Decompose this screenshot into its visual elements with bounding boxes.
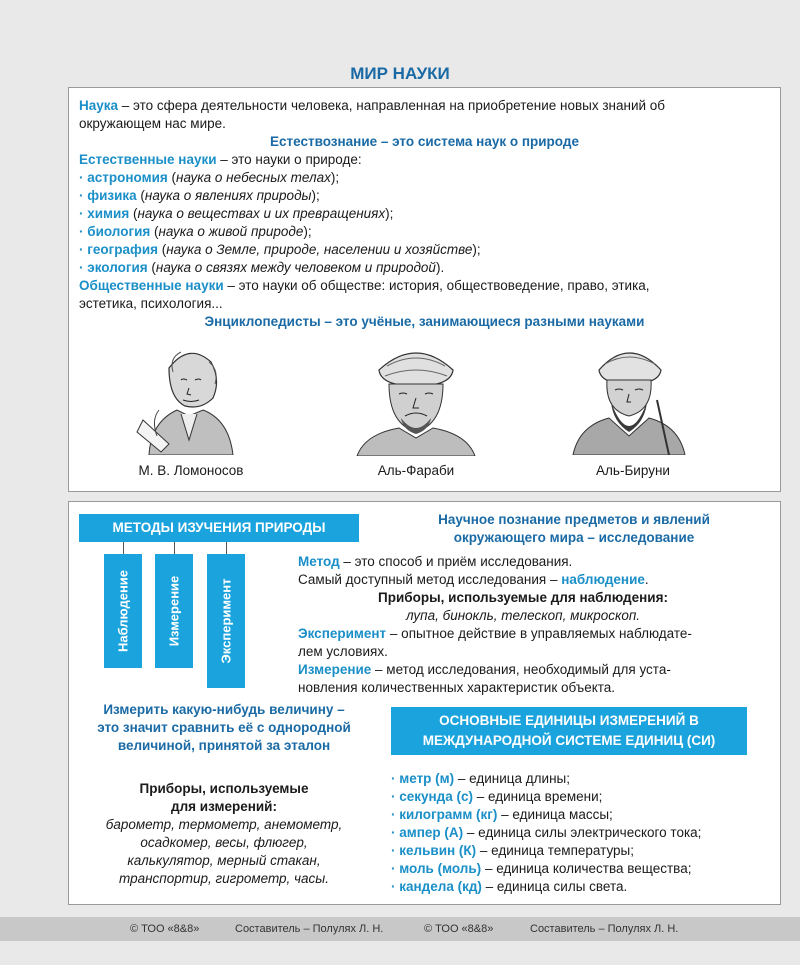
science-desc: наука о связях между человеком и природой [155, 260, 436, 275]
al-biruni-portrait [569, 340, 689, 455]
connector-line [123, 542, 124, 554]
science-name: экология [87, 260, 148, 275]
science-desc: наука о явлениях природы [144, 188, 312, 203]
science-desc: наука о веществах и их превращениях [137, 206, 386, 221]
science-definition: Наука – это сфера деятельности человека, направленная на приобретение новых знаний об [79, 98, 666, 113]
connector-line [174, 542, 175, 554]
science-item: · экология (наука о связях между человеком и природой). [79, 260, 445, 275]
si-unit-desc: – единица силы электрического тока; [463, 825, 702, 840]
measure-instruments-item: барометр, термометр, анемометр, [105, 817, 343, 832]
si-unit-desc: – единица времени; [473, 789, 603, 804]
si-unit-name: метр (м) [399, 771, 455, 786]
encyclopedists-heading: Энциклопедисты – это учёные, занимающиеся разными науками [204, 314, 645, 329]
science-end: ); [472, 242, 481, 257]
science-end: ); [311, 188, 320, 203]
measure-instruments-item: осадкомер, весы, флюгер, [140, 835, 308, 850]
si-unit-item: · кандела (кд) – единица силы света. [391, 879, 628, 894]
science-definition-cont: окружающем нас мире. [79, 116, 226, 131]
si-units-banner: ОСНОВНЫЕ ЕДИНИЦЫ ИЗМЕРЕНИЙ В МЕЖДУНАРОДНОЙ СИСТЕМЕ ЕДИНИЦ (СИ) [391, 707, 747, 755]
footer-copyright: © ТОО «8&8» [130, 923, 200, 935]
science-item: · химия (наука о веществах и их превращениях); [79, 206, 394, 221]
footer [0, 917, 800, 941]
footer-author: Составитель – Полулях Л. Н. [530, 923, 679, 935]
natural-sciences-intro: Естественные науки – это науки о природе: [79, 152, 362, 167]
footer-copyright: © ТОО «8&8» [424, 923, 494, 935]
portrait-caption: Аль-Бируни [596, 463, 670, 478]
measure-instruments-item: калькулятор, мерный стакан, [127, 853, 321, 868]
lomonosov-portrait [129, 340, 249, 455]
si-unit-name: ампер (А) [399, 825, 464, 840]
science-desc: наука о живой природе [158, 224, 304, 239]
measure-def-line: Измерить какую-нибудь величину – [103, 702, 345, 717]
portrait-caption: Аль-Фараби [377, 463, 455, 478]
natural-science-heading: Естествознание – это система наук о природе [270, 134, 579, 149]
measure-instruments-title: Приборы, используемые [139, 781, 309, 796]
methods-banner: МЕТОДЫ ИЗУЧЕНИЯ ПРИРОДЫ [79, 514, 359, 542]
page-title: МИР НАУКИ [350, 64, 450, 83]
science-desc: наука о Земле, природе, населении и хозяйстве [166, 242, 473, 257]
method-measurement: Измерение [155, 554, 193, 668]
experiment-definition-cont: лем условиях. [298, 644, 388, 659]
si-unit-item: · метр (м) – единица длины; [391, 771, 570, 786]
si-unit-item: · кельвин (К) – единица температуры; [391, 843, 635, 858]
si-unit-name: кельвин (К) [399, 843, 477, 858]
science-end: ); [385, 206, 394, 221]
si-unit-desc: – единица количества вещества; [481, 861, 692, 876]
experiment-definition: Эксперимент – опытное действие в управляемых наблюдате- [298, 626, 692, 641]
si-unit-name: секунда (с) [399, 789, 474, 804]
al-farabi-portrait [351, 338, 481, 456]
method-definition: Метод – это способ и приём исследования. [298, 554, 573, 569]
si-unit-desc: – единица массы; [497, 807, 613, 822]
social-sciences: Общественные науки – это науки об обществе: история, обществоведение, право, этика, [79, 278, 650, 293]
science-name: биология [87, 224, 151, 239]
science-name: химия [87, 206, 130, 221]
method-observation: Наблюдение [104, 554, 142, 668]
science-item: · география (наука о Земле, природе, населении и хозяйстве); [79, 242, 481, 257]
measurement-definition-cont: новления количественных характеристик объекта. [298, 680, 616, 695]
science-item: · астрономия (наука о небесных телах); [79, 170, 340, 185]
si-unit-desc: – единица длины; [454, 771, 570, 786]
measure-def-line: это значит сравнить её с однородной [97, 720, 351, 735]
social-sciences-cont: эстетика, психология... [79, 296, 223, 311]
si-unit-item: · ампер (А) – единица силы электрического тока; [391, 825, 702, 840]
science-name: физика [87, 188, 137, 203]
cognition-heading-cont: окружающего мира – исследование [453, 530, 695, 545]
method-experiment: Эксперимент [207, 554, 245, 688]
science-item: · биология (наука о живой природе); [79, 224, 312, 239]
footer-author: Составитель – Полулях Л. Н. [235, 923, 384, 935]
si-unit-item: · килограмм (кг) – единица массы; [391, 807, 613, 822]
science-end: ); [303, 224, 312, 239]
si-unit-item: · моль (моль) – единица количества вещества; [391, 861, 692, 876]
cognition-heading: Научное познание предметов и явлений [438, 512, 710, 527]
measurement-definition: Измерение – метод исследования, необходимый для уста- [298, 662, 671, 677]
observation-instruments-title: Приборы, используемые для наблюдения: [378, 590, 668, 605]
science-end: ); [330, 170, 340, 185]
science-name: астрономия [87, 170, 168, 185]
nature-methods-panel [68, 501, 781, 905]
measure-def-line: величиной, принятой за эталон [117, 738, 331, 753]
si-unit-name: кандела (кд) [399, 879, 482, 894]
portrait-caption: М. В. Ломоносов [138, 463, 244, 478]
measure-instruments-title: для измерений: [171, 799, 277, 814]
si-unit-desc: – единица температуры; [476, 843, 635, 858]
connector-line [226, 542, 227, 554]
si-unit-item: · секунда (с) – единица времени; [391, 789, 603, 804]
observation-instruments-list: лупа, бинокль, телескоп, микроскоп. [405, 608, 641, 623]
science-world-panel [68, 87, 781, 492]
science-desc: наука о небесных телах [176, 170, 331, 185]
measure-instruments-item: транспортир, гигрометр, часы. [119, 871, 329, 886]
si-unit-name: моль (моль) [399, 861, 482, 876]
si-unit-name: килограмм (кг) [399, 807, 498, 822]
science-end: ). [435, 260, 445, 275]
science-item: · физика (наука о явлениях природы); [79, 188, 320, 203]
observation-note: Самый доступный метод исследования – наблюдение. [298, 572, 649, 587]
science-name: география [87, 242, 158, 257]
si-unit-desc: – единица силы света. [481, 879, 628, 894]
